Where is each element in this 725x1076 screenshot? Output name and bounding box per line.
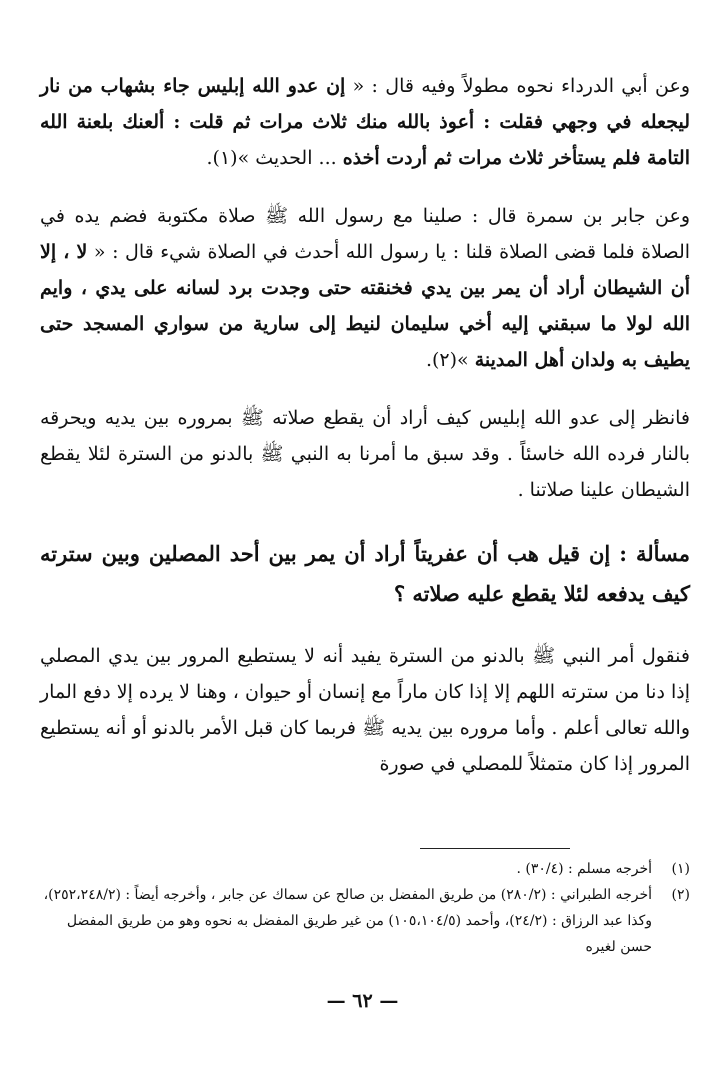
p3-seg1: فانظر إلى عدو الله إبليس كيف أراد أن يقطع صلاته ﷺ بمروره بين يديه ويحرقه بالنار فرده الله خاسئاً . وقد سبق ما أمرنا به النبي ﷺ بالدنو من السترة لئلا يقطع الشيطان علينا صلاتنا . [40,407,690,501]
p2-seg3: »(٢). [425,349,475,371]
footnote-1 [40,856,690,882]
p2-seg1: وعن جابر بن سمرة قال : صلينا مع رسول الله ﷺ صلاة مكتوبة فضم يده في الصلاة فلما قضى الصلاة قلنا : يا رسول الله أحدث في الصلاة شيء قال : « [40,205,691,263]
footnote-number: (١) [671,861,690,877]
footnote-text: أخرجه الطبراني : (٢٨٠/٢) من طريق المفضل بن صالح عن سماك عن جابر ، وأخرجه أيضاً : (٢٥٢،٢٤٨/٢)، وكذا عبد الرزاق : (٢٤/٢)، وأحمد (١٠٥،١٠٤/٥) من غير طريق المفضل به نحوه وهو من طريق المفضل حسن لغيره [43,887,652,955]
paragraph-answer: فنقول أمر النبي ﷺ بالدنو من السترة يفيد أنه لا يستطيع المرور بين يدي المصلي إذا دنا من سترته اللهم إلا إذا كان ماراً مع إنسان أو حيوان ، وهنا لا يرده إلا دفع المار والله تعالى أعلم . وأما مروره بين يديه ﷺ فربما كان قبل الأمر بالدنو أو أنه يستطيع المرور إذا كان متمثلاً للمصلي في صورة [40,645,690,775]
footnote-number: (٢) [671,887,690,903]
masala-question: مسألة : إن قيل هب أن عفريتاً أراد أن يمر بين أحد المصلين وبين سترته كيف يدفعه لئلا يقطع عليه صلاته ؟ [40,541,690,606]
page-number: — ٦٢ — [326,990,399,1012]
footnote-text: أخرجه مسلم : (٣٠/٤) . [516,861,652,877]
p1-seg1: وعن أبي الدرداء نحوه مطولاً وفيه قال : « [345,75,690,97]
p2-seg2-bold: لا ، إلا أن الشيطان أراد أن يمر بين يدي فخنقته حتى وجدت برد لسانه على يدي ، وايم الله لولا ما سبقني إليه أخي سليمان لنيط إلى سارية من سواري المسجد حتى يطيف به ولدان أهل المدينة [40,241,690,371]
footnote-divider [420,848,570,849]
page-body [40,68,690,782]
p1-seg2-bold: إن عدو الله إبليس جاء بشهاب من نار ليجعله في وجهي فقلت : أعوذ بالله منك ثلاث مرات ثم قلت : ألعنك بلعنة الله التامة فلم يستأخر ثلاث مرات ثم أردت أخذه [40,75,690,169]
paragraph-jabir [40,198,690,378]
footnotes [40,856,690,960]
p1-seg3: ... الحديث »(١). [206,147,343,169]
paragraph-abu-darda [40,68,690,176]
footnote-2 [40,882,690,960]
paragraph-reflection [40,400,690,508]
